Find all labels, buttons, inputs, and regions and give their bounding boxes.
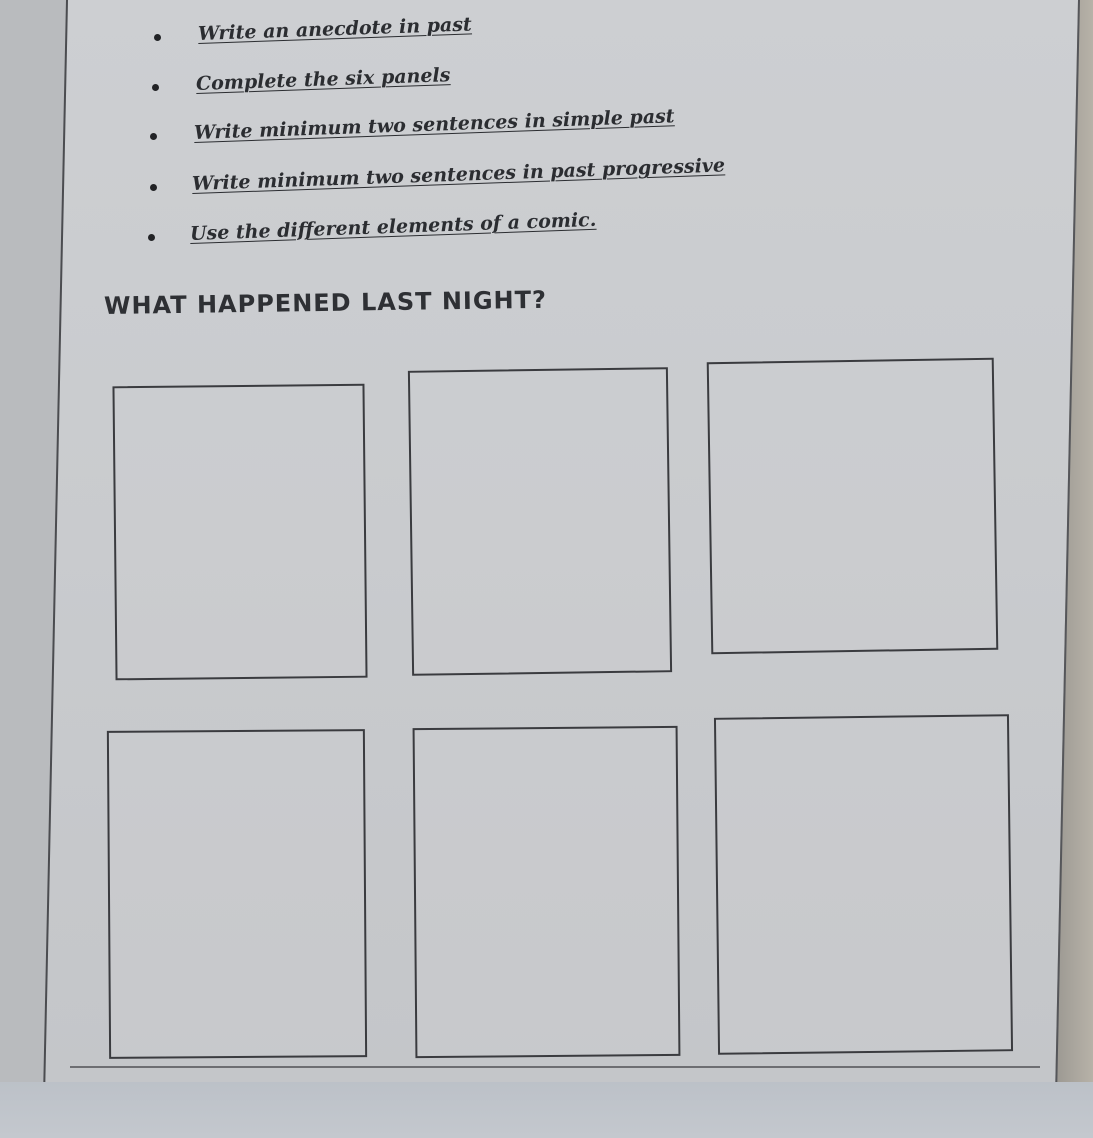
page-bottom-edge (70, 1066, 1040, 1068)
desk-surface-bottom (0, 1082, 1093, 1138)
comic-panel-5[interactable] (413, 726, 681, 1058)
instruction-text: Complete the six panels (195, 64, 451, 95)
bullet-icon (148, 234, 155, 241)
bullet-icon (154, 34, 161, 41)
comic-panel-3[interactable] (707, 358, 999, 654)
comic-panel-1[interactable] (112, 384, 367, 681)
instruction-text: Write an anecdote in past (197, 13, 473, 45)
bullet-icon (150, 184, 157, 191)
bullet-icon (150, 133, 157, 140)
comic-panel-2[interactable] (408, 367, 672, 676)
instruction-text: Write minimum two sentences in past progressive (191, 154, 726, 195)
bullet-icon (152, 84, 159, 91)
instruction-text: Use the different elements of a comic. (189, 208, 597, 245)
instruction-text: Write minimum two sentences in simple past (193, 105, 675, 144)
page-title: WHAT HAPPENED LAST NIGHT? (103, 285, 548, 320)
comic-panel-6[interactable] (714, 714, 1013, 1055)
comic-panel-4[interactable] (107, 729, 367, 1059)
